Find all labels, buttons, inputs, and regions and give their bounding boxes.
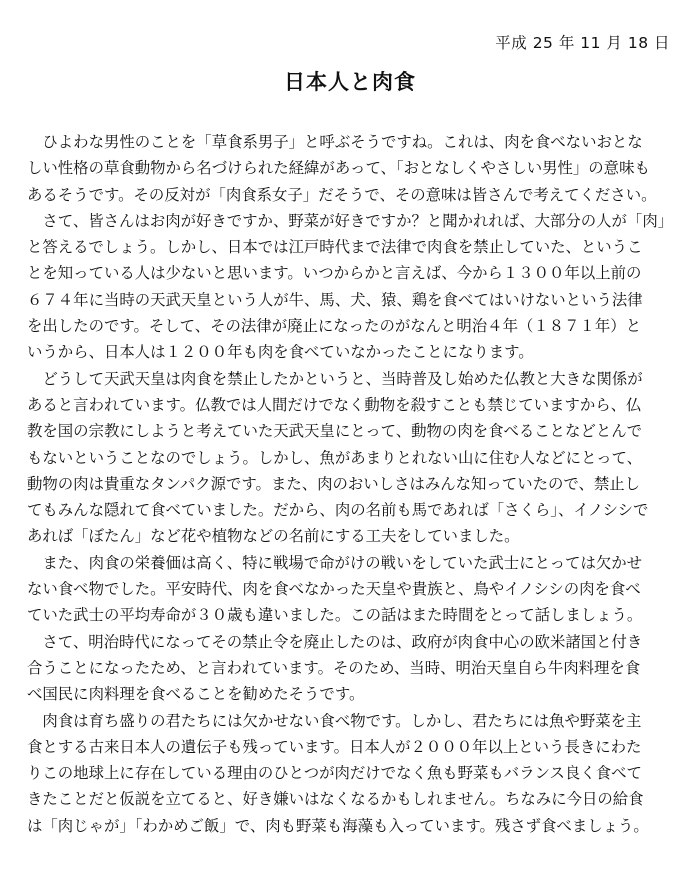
document-body [27, 129, 675, 839]
body-line: ていた武士の平均寿命が３０歳も違いました。この話はまた時間をとって話しましょう。 [27, 606, 643, 625]
body-line: あれば「ぼたん」など花や植物などの名前にする工夫をしていました。 [27, 527, 520, 546]
body-line: 肉食は育ち盛りの君たちには欠かせない食べ物です。しかし、君たちには魚や野菜を主 [27, 711, 642, 730]
body-line: いうから、日本人は１２００年も肉を食べていなかったことになります。 [27, 343, 534, 362]
body-line: ない食べ物でした。平安時代、肉を食べなかった天皇や貴族と、鳥やイノシシの肉を食べ [27, 580, 641, 599]
body-line: さて、皆さんはお肉が好きですか、野菜が好きですか？と聞かれれば、大部分の人が「肉」 [27, 211, 674, 230]
body-line: ６７４年に当時の天武天皇という人が牛、馬、犬、猿、鶏を食べてはいけないという法律 [27, 290, 643, 309]
body-line: さて、明治時代になってその禁止令を廃止したのは、政府が肉食中心の欧米諸国と付き [27, 632, 643, 651]
body-line: あると言われています。仏教では人間だけでなく動物を殺すことも禁じていますから、仏 [27, 395, 642, 414]
body-line: とを知っている人は少ないと思います。いつからかと言えば、今から１３００年以上前の [27, 264, 642, 283]
document-title: 日本人と肉食 [284, 70, 416, 94]
body-line: てもみんな隠れて食べていました。だから、肉の名前も馬であれば「さくら」、イノシシで [27, 501, 649, 520]
body-line: を出したのです。そして、その法律が廃止になったのがなんと明治４年（１８７１年）と [27, 317, 642, 336]
body-line: きたことだと仮説を立てると、好き嫌いはなくなるかもしれません。ちなみに今日の給食 [27, 790, 644, 809]
body-line: ひよわな男性のことを「草食系男子」と呼ぶそうですね。これは、肉を食べないおとな [27, 133, 643, 151]
body-line: は「肉じゃが」「わかめご飯」で、肉も野菜も海藻も入っています。残さず食べましょう。 [27, 816, 649, 835]
body-line: 合うことになったため、と言われています。そのため、当時、明治天皇自ら牛肉料理を食 [27, 658, 641, 677]
body-line: りこの地球上に存在している理由のひとつが肉だけでなく魚も野菜もバランス良く食べて [27, 764, 642, 783]
body-line: どうして天武天皇は肉食を禁止したかというと、当時普及し始めた仏教と大きな関係が [27, 369, 643, 388]
body-line: と答えるでしょう。しかし、日本では江戸時代まで法律で肉食を禁止していた、というこ [27, 238, 643, 257]
body-line: 食とする古来日本人の遺伝子も残っています。日本人が２０００年以上という長きにわた [27, 737, 642, 756]
body-line: あるそうです。その反対が「肉食系女子」だそうで、その意味は皆さんで考えてください。 [27, 185, 657, 204]
body-line: もないということなのでしょう。しかし、魚があまりとれない山に住む人などにとって、 [27, 448, 643, 467]
body-line: 教を国の宗教にしようと考えていた天武天皇にとって、動物の肉を食べることなどとんで [27, 422, 643, 441]
body-line: しい性格の草食動物から名づけられた経緯があって、「おとなしくやさしい男性」の意味も [27, 159, 650, 178]
body-line: また、肉食の栄養価は高く、特に戦場で命がけの戦いをしていた武士にとっては欠かせ [27, 553, 643, 572]
body-line: 動物の肉は貴重なタンパク源です。また、肉のおいしさはみんな知っていたので、禁止し [27, 474, 641, 493]
body-line: べ国民に肉料理を食べることを勧めたそうです。 [27, 685, 365, 704]
document-date: 平成 25 年 11 月 18 日 [495, 34, 670, 52]
